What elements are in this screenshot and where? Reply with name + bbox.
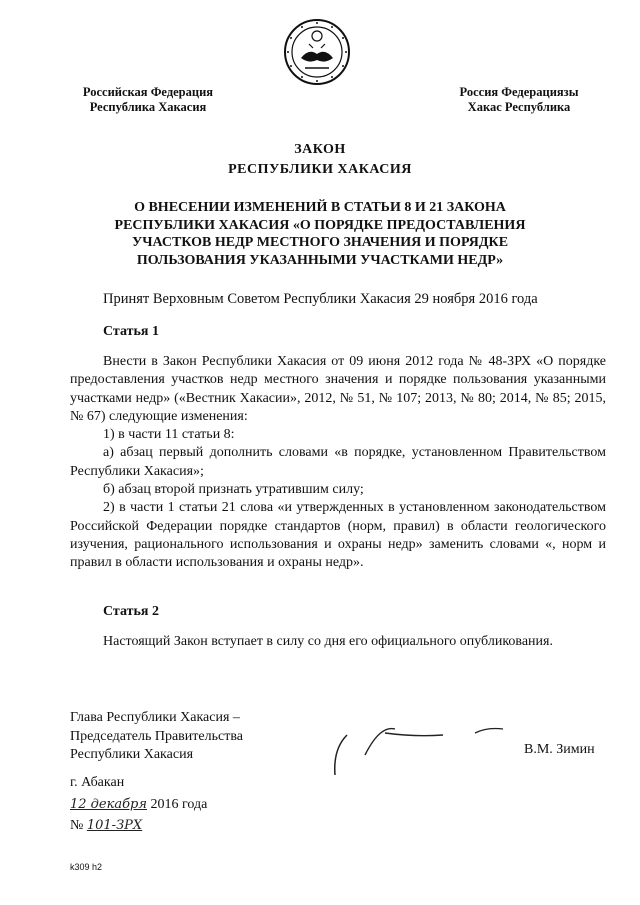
number-prefix: № — [70, 818, 84, 833]
law-title — [0, 140, 640, 180]
header-left-republic: Республика Хакасия — [89, 100, 207, 114]
signatory-name: В.М. Зимин — [524, 742, 595, 757]
signing-date — [70, 797, 207, 813]
date-year: 2016 года — [150, 797, 208, 812]
header-left-country: Российская Федерация — [82, 85, 214, 99]
article-1-paragraph: а) абзац первый дополнить словами «в порядке, установленном Правительством Республики Хакасия»; — [70, 445, 606, 479]
law-title-line2: РЕСПУБЛИКИ ХАКАСИЯ — [228, 162, 412, 177]
law-number — [70, 818, 142, 834]
article-1-paragraph: Внести в Закон Республики Хакасия от 09 июня 2012 года № 48-ЗРХ «О порядке предоставления участков недр местного значения и порядке пользования указанными участками недр» («Вестник Хакасии», 2012, № 51, № 107; 2013, № 80; 2014, № 85; 2015, № 67) следующие изменения: — [70, 354, 606, 424]
republic-emblem — [283, 18, 351, 86]
header-right-country: Россия Федерациязы — [459, 85, 579, 99]
handwritten-date: 12 декабря — [70, 797, 147, 812]
article-1-body — [70, 353, 606, 573]
place-of-signing: г. Абакан — [70, 775, 125, 790]
article-1-paragraph: б) абзац второй признать утратившим силу; — [103, 482, 364, 498]
article-1-paragraph: 2) в части 1 статьи 21 слова «и утвержденных в установленном законодательством Российской Федерации порядке стандартов (норм, правил) в области геологического изучения, рационального использования и охраны недр» заменить словами «, норм и правил в области использования и охраны недр». — [70, 500, 606, 571]
signatory-position-line: Республики Хакасия — [70, 747, 194, 762]
header-right-republic: Хакас Республика — [467, 100, 571, 114]
article-1-paragraph: 1) в части 11 статьи 8: — [103, 427, 235, 443]
law-title-line1: ЗАКОН — [294, 142, 346, 157]
law-subject: О ВНЕСЕНИИ ИЗМЕНЕНИЙ В СТАТЬИ 8 И 21 ЗАКОНА РЕСПУБЛИКИ ХАКАСИЯ «О ПОРЯДКЕ ПРЕДОСТАВЛЕНИЯ УЧАСТКОВ НЕДР МЕСТНОГО ЗНАЧЕНИЯ И ПОРЯДКЕ ПОЛЬЗОВАНИЯ УКАЗАННЫМИ УЧАСТКАМИ НЕДР» — [114, 200, 526, 268]
article-1-heading: Статья 1 — [103, 324, 159, 339]
handwritten-signature — [325, 715, 510, 783]
article-2-text: Настоящий Закон вступает в силу со дня его официального опубликования. — [103, 634, 553, 649]
header-right — [448, 85, 590, 115]
article-2-heading: Статья 2 — [103, 604, 159, 619]
signatory-position-line: Председатель Правительства — [70, 728, 243, 744]
footer-code: k309 h2 — [70, 862, 103, 872]
signatory-position — [70, 709, 243, 765]
header-left — [68, 85, 228, 115]
signatory-position-line: Глава Республики Хакасия – — [70, 710, 240, 725]
handwritten-number: 101-ЗРХ — [86, 818, 143, 833]
adoption-note: Принят Верховным Советом Республики Хакасия 29 ноября 2016 года — [103, 291, 538, 307]
